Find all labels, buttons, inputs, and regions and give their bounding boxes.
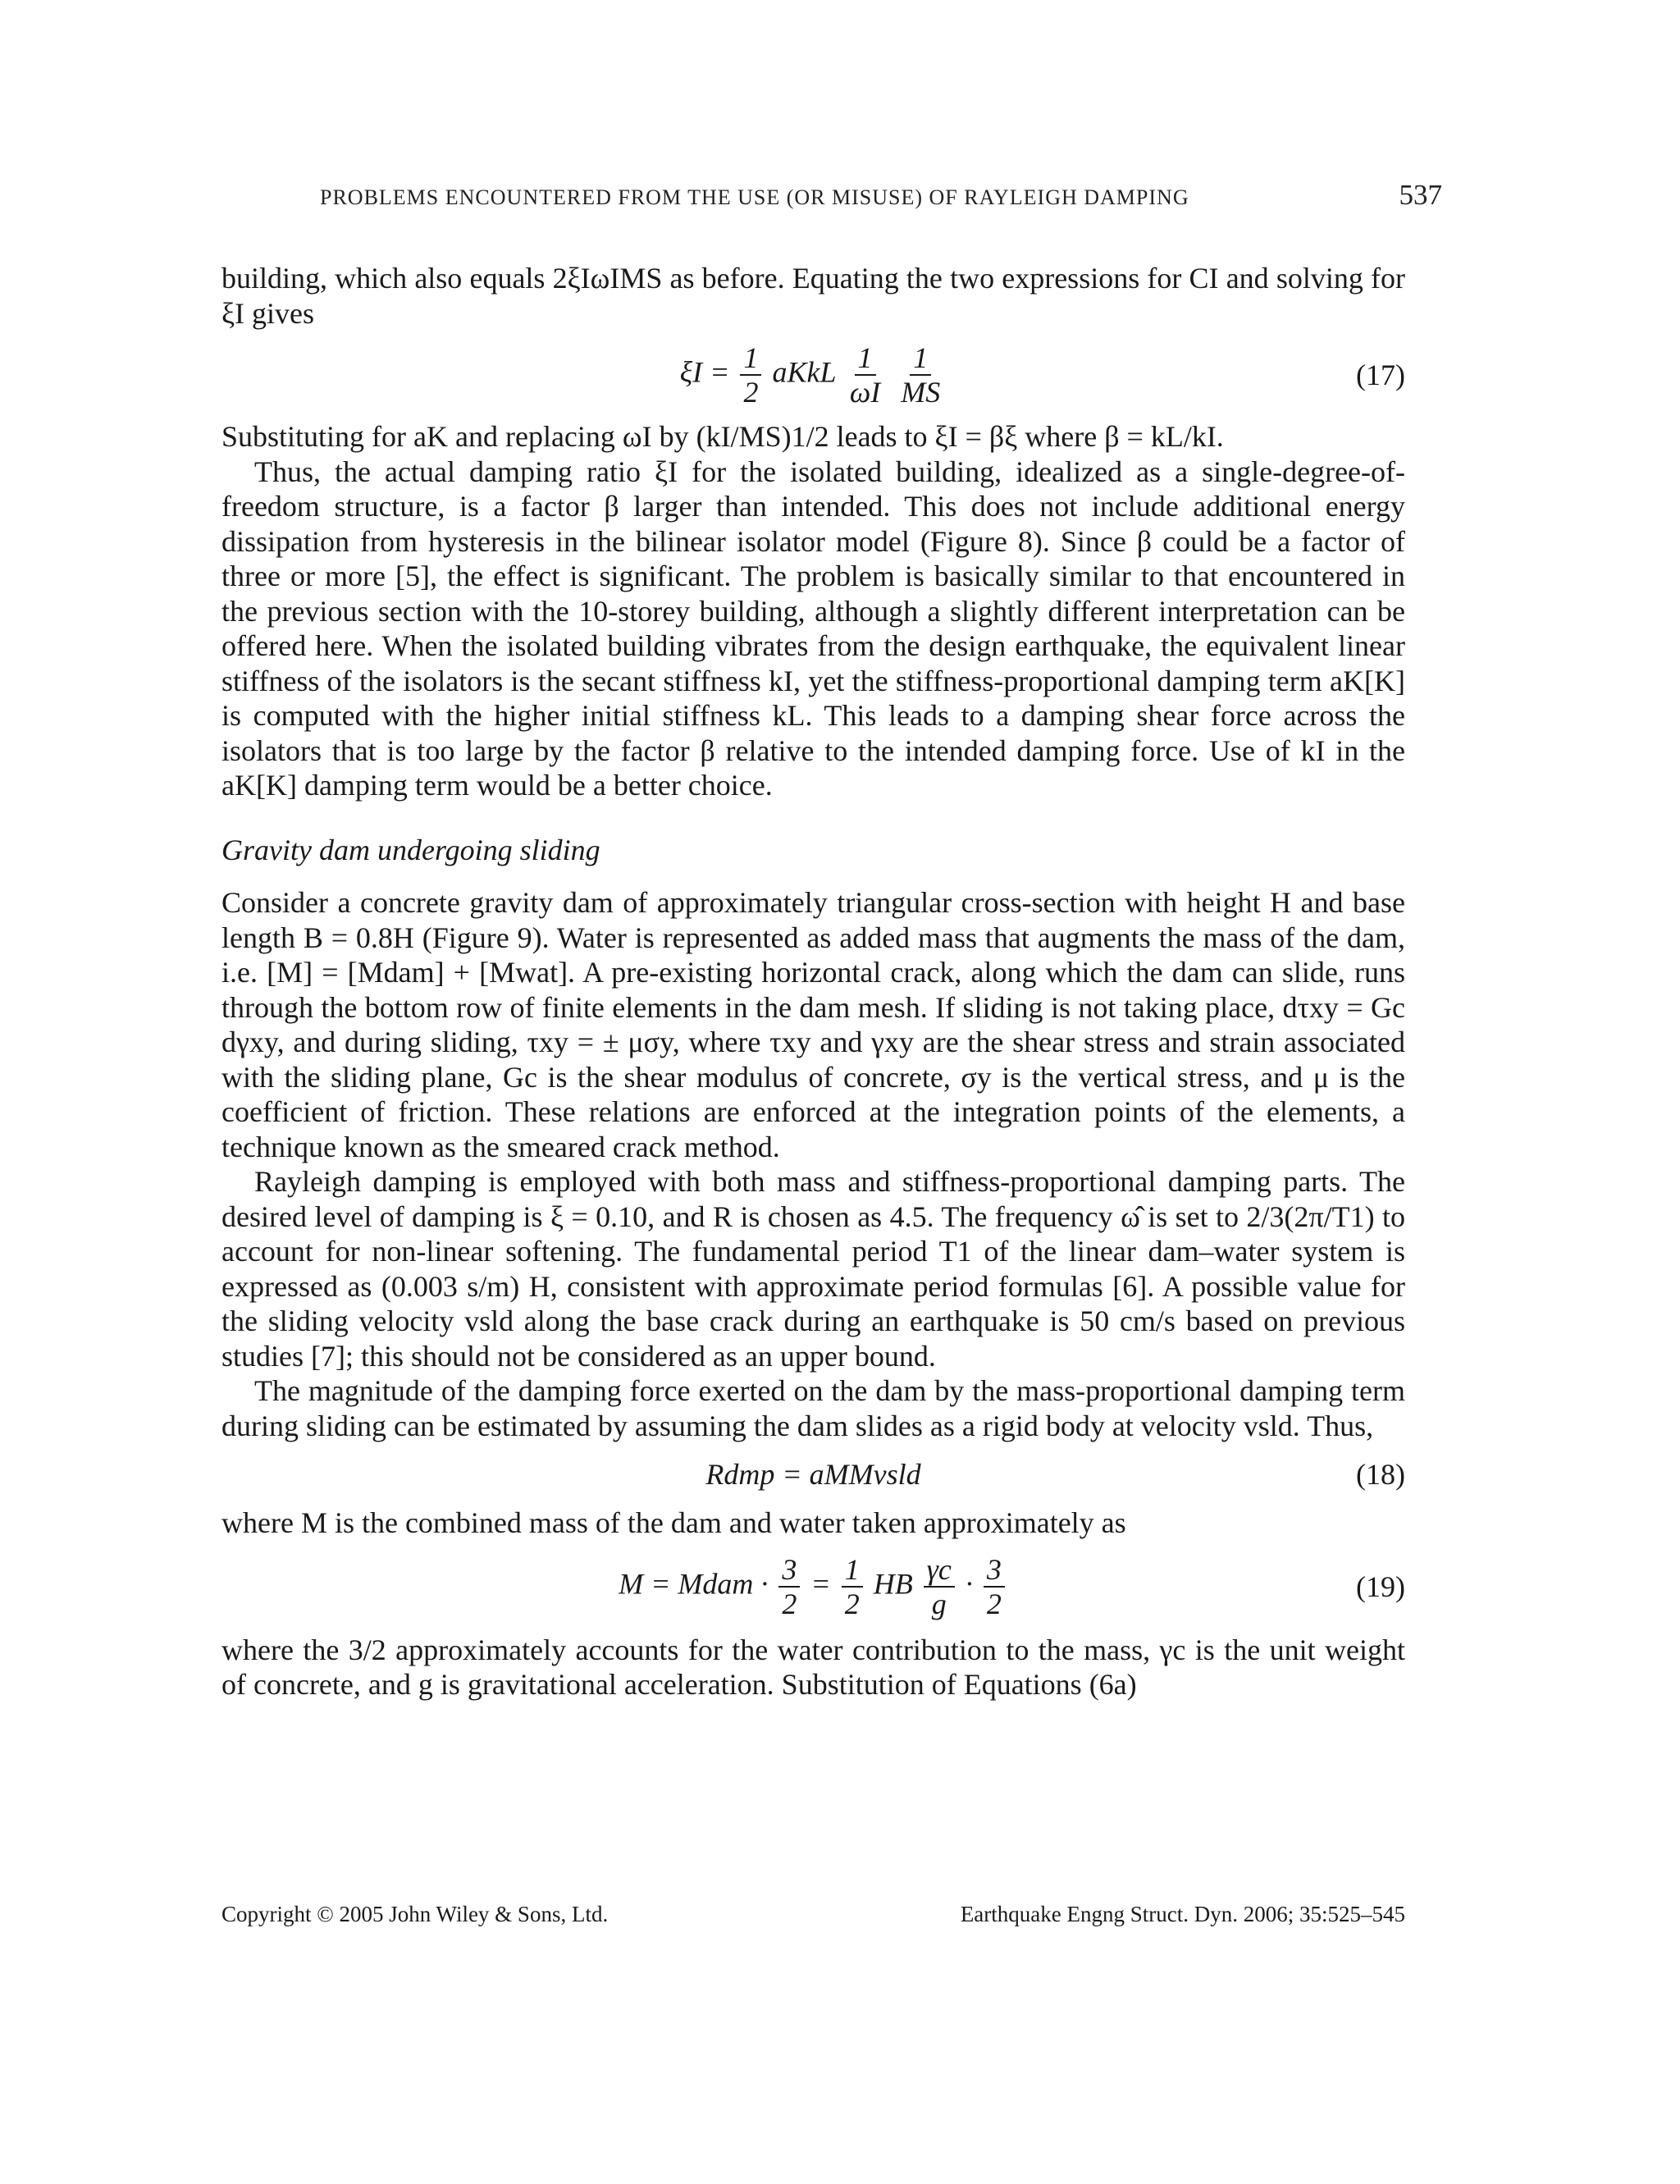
main-text bbox=[221, 261, 1405, 1702]
equation-expression bbox=[619, 1553, 1008, 1620]
equation-number: (19) bbox=[1356, 1569, 1405, 1603]
equation-number: (17) bbox=[1356, 358, 1405, 391]
numerator: 1 bbox=[740, 341, 761, 376]
equation-19 bbox=[221, 1546, 1405, 1628]
denominator: 2 bbox=[844, 1587, 860, 1620]
paragraph: where M is the combined mass of the dam and water taken approximately as bbox=[221, 1506, 1126, 1539]
denominator: ωI bbox=[849, 376, 881, 409]
paragraph: Substituting for aK and replacing ωI by (kI/MS)1/2 leads to ξI = βξ where β = kL/kI. bbox=[221, 420, 1224, 453]
denominator: 2 bbox=[743, 376, 759, 409]
equation-term: aKkL bbox=[772, 355, 836, 389]
equation-number: (18) bbox=[1356, 1457, 1405, 1491]
fraction bbox=[740, 341, 761, 409]
running-title: PROBLEMS ENCOUNTERED FROM THE USE (OR MISUSE) OF RAYLEIGH DAMPING bbox=[320, 185, 1189, 209]
equation-term: HB bbox=[873, 1566, 913, 1600]
paragraph: The magnitude of the damping force exerted on the dam by the mass-proportional damping term during sliding can be estimated by assuming the dam slides as a rigid body at velocity vsld. Thus, bbox=[221, 1374, 1405, 1442]
journal-citation: Earthquake Engng Struct. Dyn. 2006; 35:525–545 bbox=[960, 1902, 1405, 1926]
numerator: 1 bbox=[842, 1553, 863, 1588]
paragraph: Thus, the actual damping ratio ξI for the isolated building, idealized as a single-degree-of-freedom structure, is a factor β larger than intended. This does not include additional energy dissipation from hysteresis in the bilinear isolator model (Figure 8). Since β could be a factor of three or more [5], the effect is significant. The problem is basically similar to that encountered in the previous section with the 10-storey building, although a slightly different interpretation can be offered here. When the isolated building vibrates from the design earthquake, the equivalent linear stiffness of the isolators is the secant stiffness kI, yet the stiffness-proportional damping term aK[K] is computed with the higher initial stiffness kL. This leads to a damping shear force across the isolators that is too large by the factor β relative to the intended damping force. Use of kI in the aK[K] damping term would be a better choice. bbox=[221, 455, 1405, 802]
equals-sign: = bbox=[810, 1566, 838, 1600]
fraction bbox=[847, 341, 883, 409]
equation-expression bbox=[680, 341, 947, 409]
paragraph: building, which also equals 2ξIωIMS as before. Equating the two expressions for CI and solving for ξI gives bbox=[221, 262, 1405, 330]
paragraph: Consider a concrete gravity dam of approximately triangular cross-section with height H and base length B = 0.8H (Figure 9). Water is represented as added mass that augments the mass of the dam, i.e. [M] = [Mdam] + [Mwat]. A pre-existing horizontal crack, along which the dam can slide, runs through the bottom row of finite elements in the dam mesh. If sliding is not taking place, dτxy = Gc dγxy, and during sliding, τxy = ± μσy, where τxy and γxy are the shear stress and strain associated with the sliding plane, Gc is the shear modulus of concrete, σy is the vertical stress, and μ is the coefficient of friction. These relations are enforced at the integration points of the elements, a technique known as the smeared crack method. bbox=[221, 886, 1405, 1163]
paragraph: Rayleigh damping is employed with both mass and stiffness-proportional damping parts. The desired level of damping is ξ = 0.10, and R is chosen as 4.5. The frequency ω̂ is set to 2/3(2π/T1) to account for non-linear softening. The fundamental period T1 of the linear dam–water system is expressed as (0.003 s/m) H, consistent with approximate period formulas [6]. A possible value for the sliding velocity vsld along the base crack during an earthquake is 50 cm/s based on previous studies [7]; this should not be considered as an upper bound. bbox=[221, 1165, 1405, 1373]
numerator: 3 bbox=[778, 1553, 800, 1588]
page-footer bbox=[221, 1902, 1405, 1927]
multiply-dot: · bbox=[965, 1566, 980, 1600]
denominator: MS bbox=[901, 376, 941, 409]
fraction bbox=[984, 1553, 1005, 1620]
fraction bbox=[842, 1553, 863, 1620]
denominator: 2 bbox=[986, 1587, 1002, 1620]
equation-lhs: M = Mdam · bbox=[619, 1566, 776, 1600]
page-number: 537 bbox=[1399, 179, 1442, 211]
equation-18 bbox=[221, 1448, 1405, 1501]
numerator: 1 bbox=[910, 341, 931, 376]
numerator: γc bbox=[924, 1553, 955, 1588]
copyright-notice: Copyright © 2005 John Wiley & Sons, Ltd. bbox=[221, 1902, 609, 1926]
equation-expression: Rdmp = aMMvsld bbox=[705, 1457, 921, 1491]
equation-lhs: ξI = bbox=[679, 355, 737, 389]
paragraph: where the 3/2 approximately accounts for the water contribution to the mass, γc is the unit weight of concrete, and g is gravitational acceleration. Substitution of Equations (6a) bbox=[221, 1633, 1405, 1701]
equation-17 bbox=[221, 336, 1405, 414]
denominator: g bbox=[931, 1587, 947, 1620]
numerator: 1 bbox=[855, 341, 876, 376]
denominator: 2 bbox=[782, 1587, 797, 1620]
fraction bbox=[778, 1553, 800, 1620]
fraction bbox=[897, 341, 943, 409]
fraction bbox=[924, 1553, 955, 1620]
numerator: 3 bbox=[984, 1553, 1005, 1588]
section-heading: Gravity dam undergoing sliding bbox=[221, 833, 600, 866]
